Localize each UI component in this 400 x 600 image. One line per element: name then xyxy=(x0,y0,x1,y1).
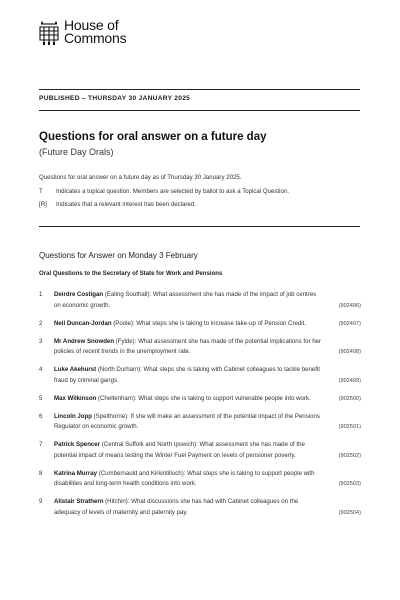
member-constituency: (Fylde) xyxy=(115,337,135,345)
key-text: Indicates a topical question. Members are selected by ballot to ask a Topical Question. xyxy=(56,188,289,195)
member-name: Mr Andrew Snowden xyxy=(54,337,115,345)
member-name: Lincoln Jopp xyxy=(54,412,92,420)
member-name: Luke Akehurst xyxy=(54,366,97,373)
question-reference: (902503) xyxy=(338,481,361,487)
question-text: : What steps she is taking to support people with disabilities and long-term health conditions into work. xyxy=(54,469,315,487)
question-list xyxy=(39,290,361,526)
question-item xyxy=(39,412,361,433)
question-text: : What assessment she has made of the impact of job centres on economic growth. xyxy=(54,291,317,309)
key-symbol: [R] xyxy=(39,201,47,208)
logo-line-1: House of xyxy=(64,17,119,33)
question-text: : What steps she is taking to increase take-up of Pension Credit. xyxy=(132,319,307,327)
question-number: 8 xyxy=(39,469,43,477)
day-heading: Questions for Answer on Monday 3 February xyxy=(39,251,198,260)
question-number: 6 xyxy=(39,412,43,420)
page-subtitle: (Future Day Orals) xyxy=(39,147,114,157)
question-body xyxy=(54,497,322,518)
logo-line-2: Commons xyxy=(64,30,127,46)
logo-wordmark xyxy=(64,19,126,45)
section-divider xyxy=(39,226,360,227)
question-text: : What assessment she has made of the potential impact of means testing the Winter Fuel Payment on levels of pensioner poverty. xyxy=(54,441,305,459)
question-reference: (902501) xyxy=(338,424,361,430)
key-text: Indicates that a relevant interest has been declared. xyxy=(56,201,196,208)
top-divider xyxy=(39,89,360,90)
question-item xyxy=(39,319,361,330)
published-divider xyxy=(39,110,360,111)
question-item xyxy=(39,337,361,358)
member-name: Katrina Murray xyxy=(54,469,98,477)
member-name: Deirdre Costigan xyxy=(54,291,104,298)
question-reference: (902504) xyxy=(338,509,361,516)
question-item xyxy=(39,394,361,405)
question-item xyxy=(39,440,361,461)
question-item xyxy=(39,497,361,518)
key-topical xyxy=(39,188,289,195)
question-text: : What steps she is taking with Cabinet colleagues to tackle benefit fraud by criminal gangs. xyxy=(54,366,321,384)
member-constituency: (Cumbernauld and Kirkintilloch) xyxy=(98,469,184,477)
question-reference: (902502) xyxy=(338,452,361,459)
question-item xyxy=(39,365,361,386)
key-relevant-interest xyxy=(39,201,196,208)
question-text: : What discussions she has had with Cabinet colleagues on the adequacy of levels of maternity and paternity pay. xyxy=(54,498,299,516)
question-reference: (902496) xyxy=(338,302,361,309)
question-text: : What steps she is taking to support vulnerable people into work. xyxy=(134,394,311,402)
member-constituency: (Central Suffolk and North Ipswich) xyxy=(101,441,197,448)
intro-text: Questions for oral answer on a future day as of Thursday 30 January 2025. xyxy=(39,174,242,181)
question-number: 2 xyxy=(39,319,43,327)
member-constituency: (Cheltenham) xyxy=(97,394,135,402)
question-item xyxy=(39,290,361,311)
question-body xyxy=(54,440,322,461)
question-body xyxy=(54,412,322,433)
published-date: PUBLISHED – THURSDAY 30 JANUARY 2025 xyxy=(39,95,191,102)
member-constituency: (Spelthorne) xyxy=(93,412,128,420)
question-body xyxy=(54,290,322,311)
question-number: 4 xyxy=(39,366,43,373)
member-name: Alistair Strathern xyxy=(54,498,104,505)
question-body xyxy=(54,337,322,358)
question-body xyxy=(54,469,322,490)
question-reference: (902498) xyxy=(338,349,361,355)
key-symbol: T xyxy=(39,188,43,195)
question-number: 1 xyxy=(39,291,43,298)
member-constituency: (North Durham) xyxy=(97,366,141,373)
portcullis-icon xyxy=(38,21,60,46)
question-body xyxy=(54,319,322,330)
house-of-commons-logo xyxy=(38,19,126,46)
member-constituency: (Hitchin) xyxy=(105,498,128,505)
question-item xyxy=(39,469,361,490)
member-name: Max Wilkinson xyxy=(54,394,97,402)
question-text: : If she will make an assessment of the potential impact of the Pensions Regulator on economic growth. xyxy=(54,412,320,430)
member-constituency: (Ealing Southall) xyxy=(104,291,150,298)
question-number: 7 xyxy=(39,441,43,448)
member-constituency: (Poole) xyxy=(113,319,133,327)
question-number: 9 xyxy=(39,498,43,505)
page-title: Questions for oral answer on a future day xyxy=(39,131,267,143)
member-name: Neil Duncan-Jordan xyxy=(54,319,112,327)
question-reference: (902499) xyxy=(338,377,361,384)
question-body xyxy=(54,394,322,405)
question-number: 5 xyxy=(39,394,43,402)
department-heading: Oral Questions to the Secretary of State for Work and Pensions xyxy=(39,270,223,277)
question-text: : What assessment she has made of the potential implications for her policies of recent trends in the unemployment rate. xyxy=(54,337,322,355)
question-body xyxy=(54,365,322,386)
question-reference: (902497) xyxy=(338,320,361,327)
question-reference: (902500) xyxy=(338,395,361,402)
member-name: Patrick Spencer xyxy=(54,441,101,448)
question-number: 3 xyxy=(39,337,43,345)
